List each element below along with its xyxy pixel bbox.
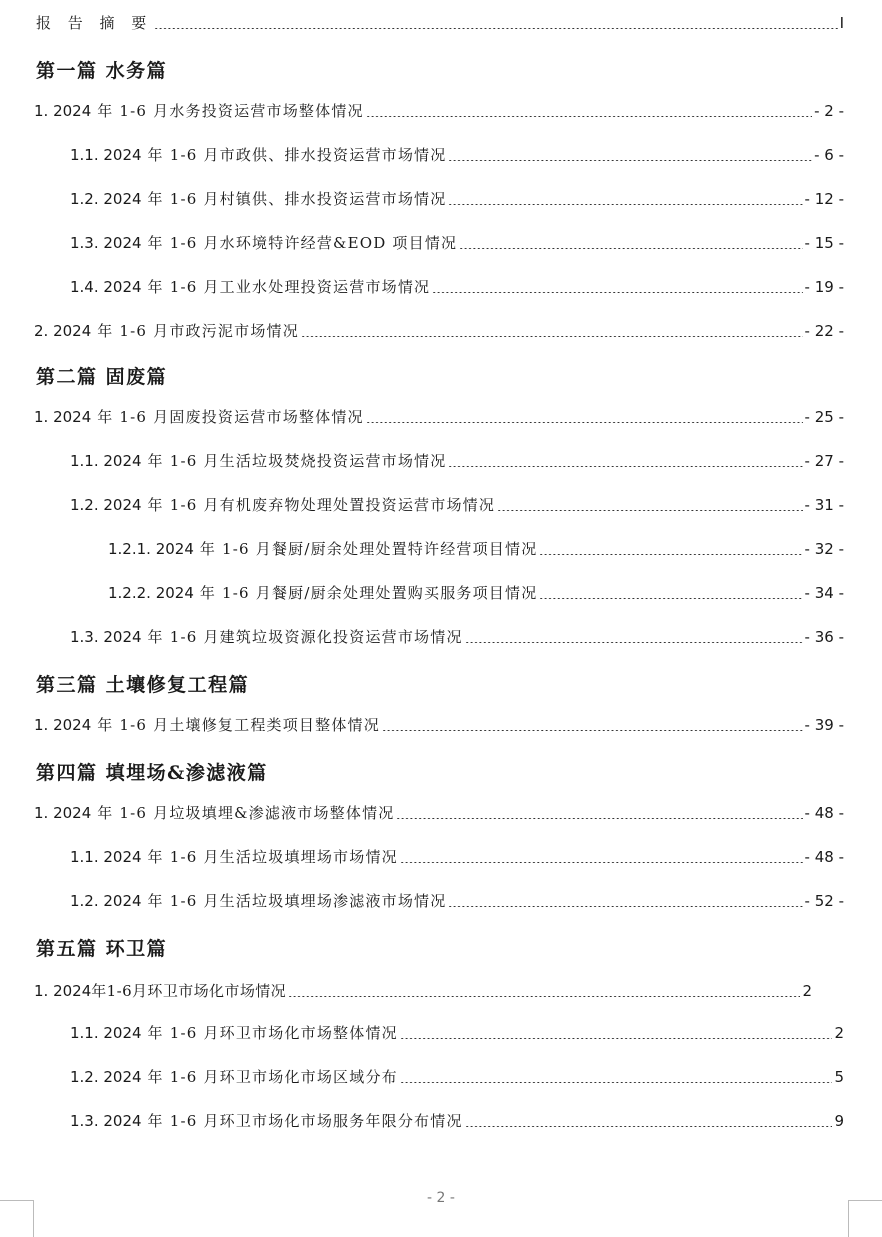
toc-entry-number: 1.2. 2024 — [70, 892, 142, 910]
dot-leader — [396, 818, 802, 819]
toc-entry[interactable] — [70, 1110, 844, 1131]
toc-entry-label: 年 1-6 月餐厨/厨余处理处置特许经营项目情况 — [193, 540, 538, 558]
dot-leader — [366, 422, 803, 423]
toc-entry-label: 年 1-6 月生活垃圾焚烧投资运营市场情况 — [141, 452, 447, 470]
toc-entry[interactable] — [70, 144, 844, 165]
toc-entry-number: 1.1. 2024 — [70, 848, 142, 866]
toc-entry-label: 年 1-6 月市政供、排水投资运营市场情况 — [141, 146, 447, 164]
dot-leader — [382, 730, 803, 731]
dot-leader — [448, 466, 802, 467]
dot-leader — [448, 204, 802, 205]
toc-entry-number: 1.1. 2024 — [70, 452, 142, 470]
toc-entry-label: 年 1-6 月生活垃圾填埋场市场情况 — [141, 848, 398, 866]
toc-entry[interactable] — [34, 802, 844, 823]
dot-leader — [400, 1038, 833, 1039]
toc-entry-page: 9 — [834, 1112, 844, 1130]
toc-entry[interactable] — [70, 626, 844, 647]
toc-entry-page: 5 — [834, 1068, 844, 1086]
toc-entry[interactable] — [70, 232, 844, 253]
toc-entry-label: 年 1-6 月土壤修复工程类项目整体情况 — [91, 716, 380, 734]
toc-entry-number: 1.3. 2024 — [70, 234, 142, 252]
dot-leader — [465, 642, 803, 643]
toc-entry-page: I — [839, 14, 844, 32]
toc-entry[interactable] — [34, 406, 844, 427]
toc-entry-label: 年 1-6 月市政污泥市场情况 — [91, 322, 299, 340]
toc-entry-number: 2. 2024 — [34, 322, 92, 340]
toc-entry-number: 1. 2024 — [34, 408, 92, 426]
dot-leader — [400, 862, 803, 863]
toc-entry[interactable] — [70, 890, 844, 911]
dot-leader — [301, 336, 803, 337]
dot-leader — [539, 598, 802, 599]
toc-entry[interactable] — [108, 582, 844, 603]
toc-entry-summary[interactable] — [36, 12, 844, 33]
toc-entry-page: - 25 - — [804, 408, 844, 426]
dot-leader — [366, 116, 812, 117]
toc-entry-page: - 15 - — [804, 234, 844, 252]
toc-entry-label: 年 1-6 月水务投资运营市场整体情况 — [91, 102, 364, 120]
crop-mark-right — [848, 1200, 882, 1237]
toc-entry-number: 1.4. 2024 — [70, 278, 142, 296]
toc-entry[interactable] — [70, 188, 844, 209]
toc-entry-number: 1.2. 2024 — [70, 496, 142, 514]
toc-entry-page: - 34 - — [804, 584, 844, 602]
part-heading[interactable]: 第三篇 土壤修复工程篇 — [36, 674, 250, 696]
toc-entry[interactable] — [70, 1022, 844, 1043]
dot-leader — [459, 248, 802, 249]
crop-mark-left — [0, 1200, 34, 1237]
toc-entry-number: 1.2. 2024 — [70, 190, 142, 208]
toc-entry-page: 2 — [834, 1024, 844, 1042]
toc-entry-label: 年 1-6 月垃圾填埋&渗滤液市场整体情况 — [91, 804, 395, 822]
dot-leader — [432, 292, 802, 293]
toc-entry-page: - 52 - — [804, 892, 844, 910]
part-heading[interactable]: 第一篇 水务篇 — [36, 60, 168, 82]
toc-entry-page: 2 — [802, 982, 812, 1000]
toc-entry[interactable] — [108, 538, 844, 559]
part-heading[interactable]: 第二篇 固废篇 — [36, 366, 168, 388]
toc-entry-label: 年 1-6 月有机废弃物处理处置投资运营市场情况 — [141, 496, 496, 514]
toc-entry-page: - 19 - — [804, 278, 844, 296]
toc-entry-page: - 27 - — [804, 452, 844, 470]
toc-entry-page: - 22 - — [804, 322, 844, 340]
toc-entry-number: 1.1. 2024 — [70, 146, 142, 164]
toc-entry-number: 1.2.2. 2024 — [108, 584, 194, 602]
toc-entry[interactable] — [34, 980, 812, 1001]
part-heading[interactable]: 第四篇 填埋场&渗滤液篇 — [36, 762, 268, 784]
toc-entry-page: - 31 - — [804, 496, 844, 514]
toc-entry-label: 年 1-6 月固废投资运营市场整体情况 — [91, 408, 364, 426]
toc-entry-number: 1. 2024 — [34, 982, 92, 1000]
page-number-footer: - 2 - — [427, 1190, 455, 1206]
dot-leader — [154, 28, 837, 29]
toc-entry-label: 年 1-6 月建筑垃圾资源化投资运营市场情况 — [141, 628, 463, 646]
toc-entry[interactable] — [34, 714, 844, 735]
toc-entry-number: 1.2.1. 2024 — [108, 540, 194, 558]
toc-entry-label: 报 告 摘 要 — [36, 14, 153, 32]
toc-entry-page: - 6 - — [814, 146, 844, 164]
toc-entry-number: 1.1. 2024 — [70, 1024, 142, 1042]
toc-entry-number: 1. 2024 — [34, 716, 92, 734]
toc-entry-page: - 32 - — [804, 540, 844, 558]
toc-entry-label: 年 1-6 月环卫市场化市场区域分布 — [141, 1068, 398, 1086]
toc-entry-label: 年1-6月环卫市场化市场情况 — [91, 982, 287, 1000]
toc-entry[interactable] — [70, 1066, 844, 1087]
toc-entry[interactable] — [70, 846, 844, 867]
toc-entry-label: 年 1-6 月生活垃圾填埋场渗滤液市场情况 — [141, 892, 447, 910]
dot-leader — [539, 554, 802, 555]
toc-entry-label: 年 1-6 月餐厨/厨余处理处置购买服务项目情况 — [193, 584, 538, 602]
dot-leader — [465, 1126, 833, 1127]
toc-entry[interactable] — [70, 494, 844, 515]
toc-entry-number: 1.2. 2024 — [70, 1068, 142, 1086]
toc-entry-page: - 48 - — [804, 804, 844, 822]
dot-leader — [497, 510, 803, 511]
toc-entry[interactable] — [34, 100, 844, 121]
toc-entry-page: - 12 - — [804, 190, 844, 208]
toc-entry-page: - 48 - — [804, 848, 844, 866]
toc-entry-number: 1. 2024 — [34, 804, 92, 822]
toc-entry[interactable] — [70, 276, 844, 297]
dot-leader — [400, 1082, 833, 1083]
toc-entry-label: 年 1-6 月环卫市场化市场整体情况 — [141, 1024, 398, 1042]
toc-entry-page: - 39 - — [804, 716, 844, 734]
toc-entry-label: 年 1-6 月环卫市场化市场服务年限分布情况 — [141, 1112, 463, 1130]
toc-entry-page: - 36 - — [804, 628, 844, 646]
part-heading[interactable]: 第五篇 环卫篇 — [36, 938, 168, 960]
toc-entry-page: - 2 - — [814, 102, 844, 120]
dot-leader — [448, 906, 802, 907]
dot-leader — [448, 160, 812, 161]
toc-entry-number: 1.3. 2024 — [70, 628, 142, 646]
toc-entry-label: 年 1-6 月工业水处理投资运营市场情况 — [141, 278, 431, 296]
dot-leader — [288, 996, 800, 997]
toc-entry[interactable] — [70, 450, 844, 471]
toc-entry-number: 1. 2024 — [34, 102, 92, 120]
toc-entry[interactable] — [34, 320, 844, 341]
toc-entry-label: 年 1-6 月村镇供、排水投资运营市场情况 — [141, 190, 447, 208]
toc-entry-number: 1.3. 2024 — [70, 1112, 142, 1130]
toc-entry-label: 年 1-6 月水环境特许经营&EOD 项目情况 — [141, 234, 458, 252]
